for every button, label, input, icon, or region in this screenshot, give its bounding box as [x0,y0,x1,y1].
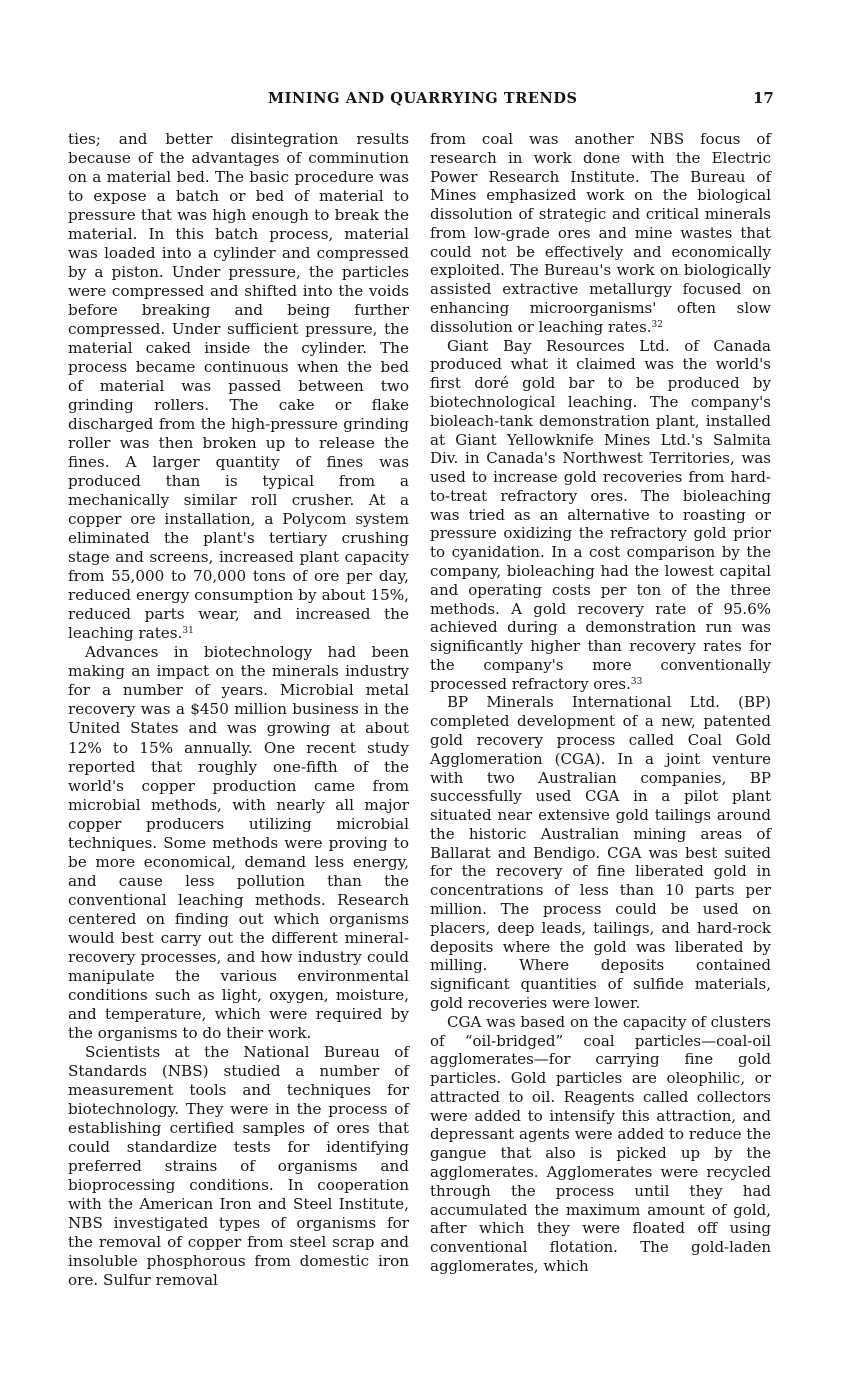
paragraph-comminution [68,130,409,643]
paragraph-text: BP Minerals International Ltd. (BP) completed development of a new, patented gold recovery process called Coal Gold Agglomeration (CGA). In a joint venture with two Australian companies, BP successfully used CGA in a pilot plant situated near extensive gold tailings around the historic Australian mining areas of Ballarat and Bendigo. CGA was best suited for the recovery of fine liberated gold in concentrations of less than 10 parts per million. The process could be used on placers, deep leads, tailings, and hard-rock deposits where the gold was liberated by milling. Where deposits contained significant quantities of sulfide materials, gold recoveries were lower. [430,693,771,1012]
paragraph-text: CGA was based on the capacity of clusters of “oil-bridged” coal particles—coal-oil agglomerates—for carrying fine gold particles. Gold particles are oleophilic, or attracted to oil. Reagents called collectors were added to intensify this attraction, and depressant agents were added to reduce the gangue that also is picked up by the agglomerates. Agglomerates were recycled through the process until they had accumulated the maximum amount of gold, after which they were floated off using conventional flotation. The gold-laden agglomerates, which [430,1012,771,1275]
paragraph-text: Advances in biotechnology had been making an impact on the minerals industry for a number of years. Microbial metal recovery was a $450 million business in the United States and was growing at about 12% to 15% annually. One recent study reported that roughly one-fifth of the world's copper production came from microbial methods, with nearly all major copper producers utilizing microbial techniques. Some methods were proving to be more economical, demand less energy, and cause less pollution than the conventional leaching methods. Research centered on finding out which organisms would best carry out the different mineral-recovery processes, and how industry could manipulate the various environmental conditions such as light, oxygen, moisture, and temperature, which were required by the organisms to do their work. [68,643,409,1042]
footnote-ref: 31 [182,626,194,637]
right-column [430,130,771,1276]
running-head: MINING AND QUARRYING TRENDS [268,90,578,107]
page-number: 17 [753,89,774,107]
paragraph-text: ties; and better disintegration results because of the advantages of comminution on a material bed. The basic procedure was to expose a batch or bed of material to pressure that was high enough to break the material. In this batch process, material was loaded into a cylinder and compressed by a piston. Under pressure, the particles were compressed and shifted into the voids before breaking and being further compressed. Under sufficient pressure, the material caked inside the cylinder. The process became continuous when the bed of material was passed between two grinding rollers. The cake or flake discharged from the high-pressure grinding roller was then broken up to release the fines. A larger quantity of fines was produced than is typical from a mechanically similar roll crusher. At a copper ore installation, a Polycom system eliminated the plant's tertiary crushing stage and screens, increased plant capacity from 55,000 to 70,000 tons of ore per day, reduced energy consumption by about 15%, reduced parts wear, and increased the leaching rates. [68,130,409,643]
paragraph-bureau-of-mines [430,130,771,337]
paragraph-biotechnology [68,643,409,1042]
paragraph-bp-minerals [430,693,771,1012]
paragraph-text: Giant Bay Resources Ltd. of Canada produced what it claimed was the world's first doré gold bar to be produced by biotechnological leaching. The company's bioleach-tank demonstration plant, installed at Giant Yellowknife Mines Ltd.'s Salmita Div. in Canada's Northwest Territories, was used to increase gold recoveries from hard-to-treat refractory ores. The bioleaching was tried as an alternative to roasting or pressure oxidizing the refractory gold prior to cyanidation. In a cost comparison by the company, bioleaching had the lowest capital and operating costs per ton of the three methods. A gold recovery rate of 95.6% achieved during a demonstration run was significantly higher than recovery rates for the company's more conventionally processed refractory ores. [430,336,771,693]
paragraph-cga-process [430,1013,771,1276]
footnote-ref: 33 [630,676,643,687]
paragraph-giant-bay [430,337,771,694]
paragraph-nbs [68,1043,409,1290]
footnote-ref: 32 [651,319,663,330]
paragraph-text: Scientists at the National Bureau of Standards (NBS) studied a number of measurement tools and techniques for biotechnology. They were in the process of establishing certified samples of ores that could standardize tests for identifying preferred strains of organisms and bioprocessing conditions. In cooperation with the American Iron and Steel Institute, NBS investigated types of organisms for the removal of copper from steel scrap and insoluble phosphorous from domestic iron ore. Sulfur removal [68,1042,409,1289]
paragraph-text: from coal was another NBS focus of research in work done with the Electric Power Research Institute. The Bureau of Mines emphasized work on the biological dissolution of strategic and critical minerals from low-grade ores and mine wastes that could not be effectively and economically exploited. The Bureau's work on biologically assisted extractive metallurgy focused on enhancing microorganisms' often slow dissolution or leaching rates. [430,130,771,336]
left-column [68,130,409,1290]
